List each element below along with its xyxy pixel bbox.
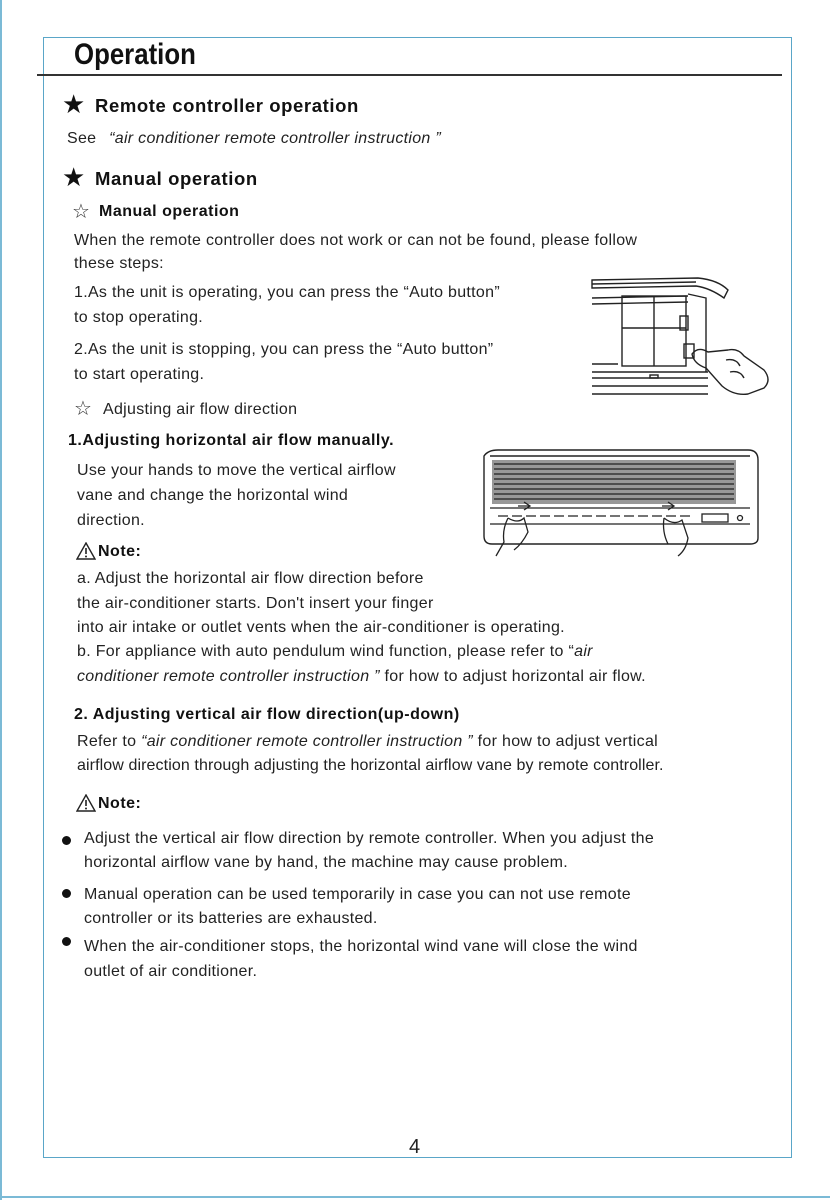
star-outline-icon: ☆ (74, 398, 92, 420)
section-heading-manual: Manual operation (95, 168, 258, 189)
horizontal-line1: Use your hands to move the vertical airflow (77, 462, 396, 479)
subheading-manual-operation: Manual operation (99, 203, 240, 220)
vertical-line1 (77, 733, 658, 751)
warning-triangle-icon (76, 542, 96, 560)
note-b-line2 (77, 668, 646, 686)
title-rule (37, 74, 782, 76)
note-b-line1-text: b. For appliance with auto pendulum wind function, please refer to “ (77, 643, 575, 660)
page-edge-left (0, 0, 2, 1200)
section-heading-remote: Remote controller operation (95, 95, 359, 116)
auto-button-illustration (588, 276, 778, 400)
vertical-line1-italic: “air conditioner remote controller instruction ” (141, 733, 473, 750)
step1-line2: to stop operating. (74, 309, 204, 326)
bullet-dot-icon (62, 937, 71, 946)
note-a-line1: a. Adjust the horizontal air flow direction before (77, 570, 424, 587)
horizontal-line2: vane and change the horizontal wind (77, 487, 349, 504)
vertical-line1-prefix: Refer to (77, 733, 142, 750)
note2-label: Note: (98, 795, 142, 812)
bullet-dot-icon (62, 836, 71, 845)
star-outline-icon: ☆ (72, 201, 90, 223)
note-a-line2: the air-conditioner starts. Don't insert your finger (77, 595, 434, 612)
bullet-3-line2: outlet of air conditioner. (84, 963, 258, 980)
bullet-2-line1: Manual operation can be used temporarily in case you can not use remote (84, 886, 631, 903)
page-number: 4 (409, 1136, 421, 1158)
see-prefix: See (67, 130, 97, 147)
horizontal-line3: direction. (77, 512, 145, 529)
page-title: Operation (74, 38, 196, 71)
horizontal-vane-illustration (478, 446, 764, 558)
bullet-3-line1: When the air-conditioner stops, the horizontal wind vane will close the wind (84, 938, 638, 955)
manual-intro-line2: these steps: (74, 255, 164, 272)
subheading-airflow: Adjusting air flow direction (103, 401, 298, 418)
star-filled-icon: ★ (62, 162, 86, 192)
note-b-line1 (77, 643, 593, 661)
note-a-line3: into air intake or outlet vents when the air-conditioner is operating. (77, 619, 565, 636)
note-b-line2-rest: for how to adjust horizontal air flow. (379, 668, 646, 685)
vertical-line1-rest: for how to adjust vertical (472, 733, 659, 750)
step2-line2: to start operating. (74, 366, 205, 383)
step1-line1: 1.As the unit is operating, you can press the “Auto button” (74, 284, 500, 301)
heading-horizontal-airflow: 1.Adjusting horizontal air flow manually. (68, 432, 395, 449)
bullet-1-line2: horizontal airflow vane by hand, the machine may cause problem. (84, 854, 569, 871)
warning-triangle-icon (76, 794, 96, 812)
bullet-2-line2: controller or its batteries are exhausted. (84, 910, 378, 927)
vertical-line2: airflow direction through adjusting the horizontal airflow vane by remote controller. (77, 757, 664, 774)
see-text (67, 130, 441, 148)
note-label: Note: (98, 543, 142, 560)
step2-line1: 2.As the unit is stopping, you can press the “Auto button” (74, 341, 494, 358)
see-quote: “air conditioner remote controller instruction ” (109, 130, 441, 147)
bullet-1-line1: Adjust the vertical air flow direction by remote controller. When you adjust the (84, 830, 655, 847)
heading-vertical-airflow: 2. Adjusting vertical air flow direction(up-down) (74, 706, 460, 723)
note-b-line2-italic: conditioner remote controller instruction ” (77, 668, 380, 685)
manual-intro-line1: When the remote controller does not work or can not be found, please follow (74, 232, 638, 249)
note-b-line1-italic: air (574, 643, 593, 660)
star-filled-icon: ★ (62, 89, 86, 119)
bullet-dot-icon (62, 889, 71, 898)
page-edge-bottom (0, 1196, 830, 1198)
